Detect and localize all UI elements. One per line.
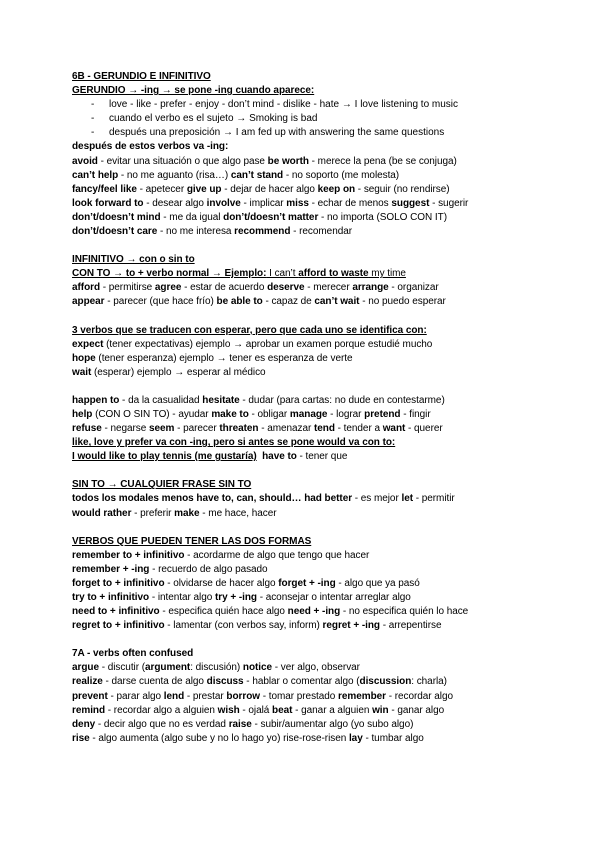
text-line xyxy=(72,704,542,718)
verb-definition: - prestar xyxy=(184,690,227,702)
verb-term: lend xyxy=(163,690,185,702)
after-verbs-heading: después de estos verbos va -ing: xyxy=(72,141,229,153)
like-love-prefer-note: like, love y prefer va con -ing, pero si antes se pone would va con to: xyxy=(72,437,396,449)
verb-term: threaten xyxy=(219,423,259,435)
verb-definition: - amenazar xyxy=(258,423,315,435)
text-line xyxy=(72,549,542,563)
verb-definition: - apetecer xyxy=(136,183,187,195)
verb-term: would rather xyxy=(72,507,132,519)
verb-term: recommend xyxy=(234,226,291,238)
verb-term: need to + infinitivo xyxy=(72,606,160,618)
verb-term: can’t stand xyxy=(230,169,284,181)
verb-term: let xyxy=(401,493,413,505)
verb-definition: - parar algo xyxy=(107,690,164,702)
verb-term: try to + infinitivo xyxy=(72,592,150,603)
text-line xyxy=(72,408,542,422)
verb-definition: (esperar) ejemplo → esperar al médico xyxy=(91,366,266,378)
verb-term: realize xyxy=(72,676,103,688)
verb-definition: : discusión) xyxy=(190,662,243,674)
verb-definition: - sugerir xyxy=(429,197,469,209)
verb-term: discuss xyxy=(206,676,244,688)
have-to-def: - tener que xyxy=(296,451,348,463)
verb-definition: - merecer xyxy=(304,282,353,294)
verb-term: hesitate xyxy=(202,394,240,406)
verb-term: miss xyxy=(286,197,309,209)
verb-definition: - evitar una situación o que algo pase xyxy=(97,155,268,167)
verb-term: wait xyxy=(72,366,92,378)
verb-definition: - negarse xyxy=(101,423,149,435)
text-line xyxy=(72,366,542,380)
verb-term: want xyxy=(382,423,406,435)
verb-term: can’t help xyxy=(72,169,119,181)
verb-term: notice xyxy=(242,662,273,674)
verb-definition: - permitir xyxy=(413,493,455,505)
verb-definition: (CON O SIN TO) - ayudar xyxy=(92,408,212,420)
verb-term: need + -ing xyxy=(287,606,341,618)
verb-definition: - obligar xyxy=(248,408,290,420)
text-line xyxy=(72,718,542,732)
verb-definition: - dejar de hacer algo xyxy=(221,183,318,195)
verb-definition: - ganar algo xyxy=(388,704,445,716)
verb-definition: - discutir ( xyxy=(98,662,146,674)
text-line xyxy=(72,211,542,225)
verb-definition: - no especifica quién lo hace xyxy=(340,606,469,618)
verb-definition: : charla) xyxy=(411,676,447,688)
verb-term: fancy/feel like xyxy=(72,183,137,195)
verb-term: borrow xyxy=(226,690,260,702)
verb-definition: - ver algo, observar xyxy=(272,662,360,674)
verb-term: hope xyxy=(72,352,96,364)
verb-term: win xyxy=(372,704,389,716)
verb-definition: - no importa (SOLO CON IT) xyxy=(318,211,447,223)
verb-term: discussion xyxy=(359,676,412,688)
text-line xyxy=(72,492,542,506)
dos-formas-heading: VERBOS QUE PUEDEN TENER LAS DOS FORMAS xyxy=(72,535,312,547)
dos-formas-block xyxy=(72,549,542,634)
verb-term: don’t/doesn’t mind xyxy=(72,211,161,223)
infinitivo-heading: INFINITIVO → con o sin to xyxy=(72,254,195,266)
verb-term: expect xyxy=(72,338,104,350)
document-page xyxy=(72,70,542,746)
verb-term: regret + -ing xyxy=(322,620,380,632)
verb-term: remind xyxy=(72,704,106,716)
verb-term: tend xyxy=(314,423,335,435)
verb-definition: - lograr xyxy=(327,408,365,420)
verb-definition: - decir algo que no es verdad xyxy=(95,718,229,730)
verb-definition: - intentar algo xyxy=(149,592,215,603)
verb-term: make to xyxy=(211,408,249,420)
verb-definition: - fingir xyxy=(400,408,431,420)
verb-definition: - parecer xyxy=(174,423,220,435)
text-line xyxy=(72,577,542,591)
verb-definition: - me da igual xyxy=(160,211,224,223)
verb-term: can’t wait xyxy=(314,296,360,308)
text-line xyxy=(72,661,542,675)
verb-definition: - subir/aumentar algo (yo subo algo) xyxy=(251,718,414,730)
verb-term: appear xyxy=(72,296,105,308)
have-to-term: have to xyxy=(262,451,297,463)
verb-definition: - preferir xyxy=(131,507,175,519)
text-line xyxy=(72,155,542,169)
verb-term: be able to xyxy=(216,296,263,308)
text-line xyxy=(72,295,542,309)
section-title-7a: 7A - verbs often confused xyxy=(72,648,194,660)
verb-term: beat xyxy=(272,704,293,716)
bullet-item: - después una preposición → I am fed up with answering the same questions xyxy=(72,126,542,140)
verb-definition: (tener expectativas) ejemplo → aprobar un examen porque estudié mucho xyxy=(103,338,433,350)
gerundio-bullet-list xyxy=(72,98,542,140)
verb-term: arrange xyxy=(352,282,389,294)
verb-definition: - merece la pena (be se conjuga) xyxy=(308,155,457,167)
verb-term: suggest xyxy=(391,197,430,209)
verb-term: agree xyxy=(154,282,182,294)
verb-definition: - lamentar (con verbos say, inform) xyxy=(164,620,323,632)
tres-verbos-block xyxy=(72,338,542,380)
verb-definition: - algo que ya pasó xyxy=(335,577,420,589)
con-to-example-verb: afford to waste xyxy=(298,268,369,280)
verb-definition: - echar de menos xyxy=(308,197,392,209)
verb-definition: - desear algo xyxy=(143,197,207,209)
verb-term: involve xyxy=(206,197,241,209)
verb-definition: - no puedo esperar xyxy=(359,296,446,308)
verb-term: refuse xyxy=(72,423,102,435)
text-line xyxy=(72,394,542,408)
verb-term: seem xyxy=(148,423,175,435)
verb-term: afford xyxy=(72,282,101,294)
verb-term: avoid xyxy=(72,155,98,167)
verb-term: make xyxy=(174,507,200,519)
verb-term: don’t/doesn’t matter xyxy=(223,211,319,223)
verb-term: argue xyxy=(72,662,99,674)
sin-to-heading: SIN TO → CUALQUIER FRASE SIN TO xyxy=(72,479,252,491)
verb-definition: - seguir (no rendirse) xyxy=(355,183,450,195)
verb-definition: - acordarme de algo que tengo que hacer xyxy=(184,549,370,561)
verb-term: happen to xyxy=(72,394,120,406)
bullet-item: - love - like - prefer - enjoy - don’t mind - dislike - hate → I love listening to music xyxy=(72,98,542,112)
verb-definition: - arrepentirse xyxy=(379,620,442,632)
verb-term: keep on xyxy=(317,183,356,195)
verb-definition: - organizar xyxy=(388,282,439,294)
would-like-line xyxy=(72,450,542,464)
verb-definition: - no me aguanto (risa…) xyxy=(118,169,231,181)
verb-term: pretend xyxy=(364,408,401,420)
verb-definition: - ojalá xyxy=(239,704,273,716)
verb-term: prevent xyxy=(72,690,108,702)
con-to-example-1: I can’t xyxy=(266,268,299,280)
verbs-ing-block xyxy=(72,155,542,240)
verb-definition: - recuerdo de algo pasado xyxy=(149,563,268,575)
verb-definition: - no soporto (me molesta) xyxy=(283,169,400,181)
verb-term: had better xyxy=(304,493,353,505)
verb-term: give up xyxy=(186,183,222,195)
verb-term: forget + -ing xyxy=(278,577,336,589)
con-to-example-2: my time xyxy=(368,268,406,280)
verb-term: raise xyxy=(228,718,252,730)
verb-term: look forward to xyxy=(72,197,144,209)
verb-term: try + -ing xyxy=(214,592,257,603)
more-verbs-block xyxy=(72,394,542,436)
text-line xyxy=(72,605,542,619)
verb-definition: - recordar algo a alguien xyxy=(105,704,218,716)
verb-definition: - da la casualidad xyxy=(119,394,203,406)
infinitivo-verbs-block xyxy=(72,281,542,309)
verb-definition: - especifica quién hace algo xyxy=(159,606,288,618)
verb-definition: - hablar o comentar algo ( xyxy=(243,676,360,688)
verb-term: forget to + infinitivo xyxy=(72,577,165,589)
verb-term: remember + -ing xyxy=(72,563,150,575)
verb-term: deny xyxy=(72,718,96,730)
text-line xyxy=(72,352,542,366)
text-line xyxy=(72,591,542,605)
verb-definition: - es mejor xyxy=(352,493,402,505)
section-title-6b: 6B - GERUNDIO E INFINITIVO xyxy=(72,71,211,82)
text-line xyxy=(72,422,542,436)
verb-term: don’t/doesn’t care xyxy=(72,226,158,238)
verb-definition: - dudar (para cartas: no dude en contestarme) xyxy=(239,394,445,406)
verb-definition: - tomar prestado xyxy=(259,690,339,702)
text-line xyxy=(72,281,542,295)
verb-term: lay xyxy=(348,732,363,744)
text-line xyxy=(72,225,542,239)
verb-term: remember to + infinitivo xyxy=(72,549,185,561)
text-line xyxy=(72,183,542,197)
verb-definition: - estar de acuerdo xyxy=(181,282,268,294)
text-line xyxy=(72,563,542,577)
verb-definition: - implicar xyxy=(240,197,287,209)
verb-definition: - tender a xyxy=(334,423,383,435)
would-like-example: I would like to play tennis (me gustaría) xyxy=(72,451,257,463)
verb-term: remember xyxy=(338,690,386,702)
text-line xyxy=(72,732,542,746)
con-to-heading xyxy=(72,267,542,281)
verb-definition: - me hace, hacer xyxy=(199,507,277,519)
verb-term: help xyxy=(72,408,93,420)
verb-term: manage xyxy=(289,408,328,420)
verb-term: rise xyxy=(72,732,90,744)
verb-definition: - olvidarse de hacer algo xyxy=(164,577,279,589)
verb-definition: - capaz de xyxy=(262,296,315,308)
verb-definition: - no me interesa xyxy=(157,226,235,238)
tres-verbos-heading: 3 verbos que se traducen con esperar, pero que cada uno se identifica con: xyxy=(72,324,427,336)
verb-definition: - tumbar algo xyxy=(362,732,424,744)
verb-definition: - aconsejar o intentar arreglar algo xyxy=(256,592,411,603)
text-line xyxy=(72,507,542,521)
verb-definition: - recordar algo xyxy=(385,690,453,702)
verb-definition: - ganar a alguien xyxy=(292,704,373,716)
verb-term: regret to + infinitivo xyxy=(72,620,165,632)
text-line xyxy=(72,690,542,704)
verb-term: wish xyxy=(217,704,240,716)
bullet-item: - cuando el verbo es el sujeto → Smoking is bad xyxy=(72,112,542,126)
text-line xyxy=(72,197,542,211)
sin-to-block xyxy=(72,492,542,520)
gerundio-heading: GERUNDIO → -ing → se pone -ing cuando aparece: xyxy=(72,85,315,97)
text-line xyxy=(72,169,542,183)
verb-definition: - parecer (que hace frío) xyxy=(104,296,217,308)
verb-term: argument xyxy=(145,662,191,674)
verb-definition: - algo aumenta (algo sube y no lo hago yo) rise-rose-risen xyxy=(89,732,349,744)
con-to-label: CON TO → to + verbo normal → Ejemplo: xyxy=(72,268,267,280)
text-line xyxy=(72,338,542,352)
verb-definition: - querer xyxy=(405,423,443,435)
verbs-confused-block xyxy=(72,661,542,746)
verb-definition: - recomendar xyxy=(290,226,353,238)
verb-definition: - permitirse xyxy=(100,282,155,294)
text-line xyxy=(72,675,542,689)
text-line xyxy=(72,619,542,633)
verb-term: todos los modales menos have to, can, should… xyxy=(72,493,302,505)
verb-definition: (tener esperanza) ejemplo → tener es esperanza de verte xyxy=(95,352,353,364)
verb-term: be worth xyxy=(267,155,309,167)
verb-definition: - darse cuenta de algo xyxy=(102,676,207,688)
verb-term: deserve xyxy=(267,282,305,294)
